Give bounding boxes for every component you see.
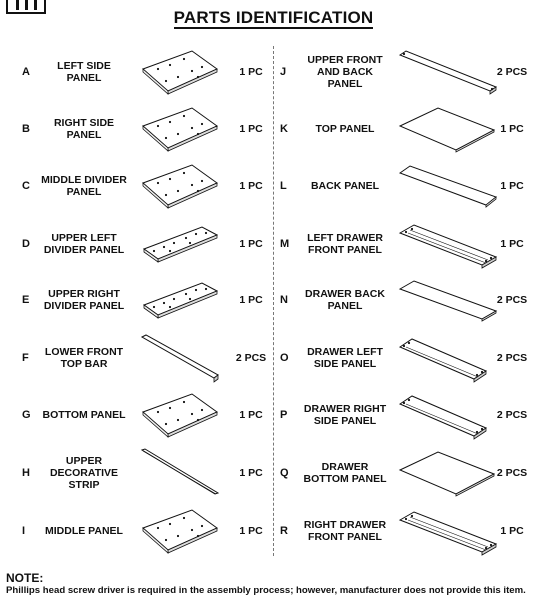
drawer-side-icon: [398, 390, 498, 445]
part-quantity: 1 PC: [500, 525, 524, 537]
part-row-m: [0, 215, 547, 273]
plain-board-icon: [398, 275, 498, 330]
part-letter: F: [22, 352, 29, 364]
part-letter: J: [280, 66, 287, 78]
part-row-o: [0, 329, 547, 387]
part-quantity: 1 PC: [239, 525, 263, 537]
part-letter: G: [22, 409, 31, 421]
part-name: DRAWER LEFT SIDE PANEL: [307, 346, 383, 370]
part-letter: H: [22, 467, 30, 479]
part-name: DRAWER BOTTOM PANEL: [303, 461, 387, 485]
part-row-n: [0, 271, 547, 329]
drawer-front-icon: [398, 506, 498, 561]
part-letter: O: [280, 352, 289, 364]
part-row-p: [0, 386, 547, 444]
part-name: BACK PANEL: [310, 180, 380, 192]
part-name: LOWER FRONT TOP BAR: [44, 346, 124, 370]
part-name: UPPER FRONT AND BACK PANEL: [307, 54, 383, 90]
part-quantity: 2 PCS: [496, 294, 528, 306]
part-quantity: 1 PC: [239, 66, 263, 78]
part-name: DRAWER RIGHT SIDE PANEL: [303, 403, 387, 427]
drawer-side-icon: [398, 333, 498, 388]
part-letter: L: [280, 180, 287, 192]
part-row-q: [0, 444, 547, 502]
part-name: UPPER RIGHT DIVIDER PANEL: [43, 288, 125, 312]
part-letter: E: [22, 294, 30, 306]
part-letter: B: [22, 123, 30, 135]
part-letter: K: [280, 123, 288, 135]
drawer-front-icon: [398, 219, 498, 274]
part-name: LEFT SIDE PANEL: [57, 60, 111, 84]
part-quantity: 1 PC: [239, 123, 263, 135]
part-name: TOP PANEL: [315, 123, 375, 135]
plain-panel-icon: [398, 104, 498, 159]
part-letter: A: [22, 66, 30, 78]
part-quantity: 1 PC: [500, 238, 524, 250]
part-name: UPPER LEFT DIVIDER PANEL: [43, 232, 125, 256]
part-quantity: 1 PC: [239, 238, 263, 250]
part-letter: M: [280, 238, 290, 250]
part-letter: N: [280, 294, 288, 306]
part-letter: D: [22, 238, 30, 250]
part-letter: R: [280, 525, 288, 537]
part-quantity: 2 PCS: [235, 352, 267, 364]
note-heading: NOTE:: [6, 571, 44, 585]
part-letter: C: [22, 180, 30, 192]
part-name: MIDDLE PANEL: [45, 525, 123, 537]
thin-panel-icon: [398, 161, 498, 216]
long-board-icon: [398, 47, 498, 102]
page-title-text: PARTS IDENTIFICATION: [173, 8, 374, 27]
part-name: RIGHT SIDE PANEL: [53, 117, 115, 141]
part-quantity: 1 PC: [239, 180, 263, 192]
part-row-r: [0, 502, 547, 560]
part-quantity: 2 PCS: [496, 66, 528, 78]
note-text: Phillips head screw driver is required in the assembly process; however, manufacturer does not provide this item.: [6, 585, 526, 596]
part-quantity: 1 PC: [500, 180, 524, 192]
part-letter: Q: [280, 467, 289, 479]
part-name: DRAWER BACK PANEL: [305, 288, 385, 312]
part-name: UPPER DECORATIVE STRIP: [49, 455, 119, 491]
part-name: MIDDLE DIVIDER PANEL: [41, 174, 127, 198]
part-quantity: 2 PCS: [496, 409, 528, 421]
part-name: LEFT DRAWER FRONT PANEL: [307, 232, 383, 256]
part-quantity: 1 PC: [500, 123, 524, 135]
part-row-k: [0, 100, 547, 158]
part-row-l: [0, 157, 547, 215]
page-title: [0, 8, 547, 28]
part-name: RIGHT DRAWER FRONT PANEL: [303, 519, 387, 543]
part-quantity: 2 PCS: [496, 352, 528, 364]
part-quantity: 1 PC: [239, 294, 263, 306]
part-letter: P: [280, 409, 288, 421]
part-quantity: 1 PC: [239, 409, 263, 421]
part-quantity: 1 PC: [239, 467, 263, 479]
plain-panel-icon: [398, 448, 498, 503]
part-name: BOTTOM PANEL: [42, 409, 126, 421]
part-row-j: [0, 43, 547, 101]
part-letter: I: [22, 525, 26, 537]
part-quantity: 2 PCS: [496, 467, 528, 479]
